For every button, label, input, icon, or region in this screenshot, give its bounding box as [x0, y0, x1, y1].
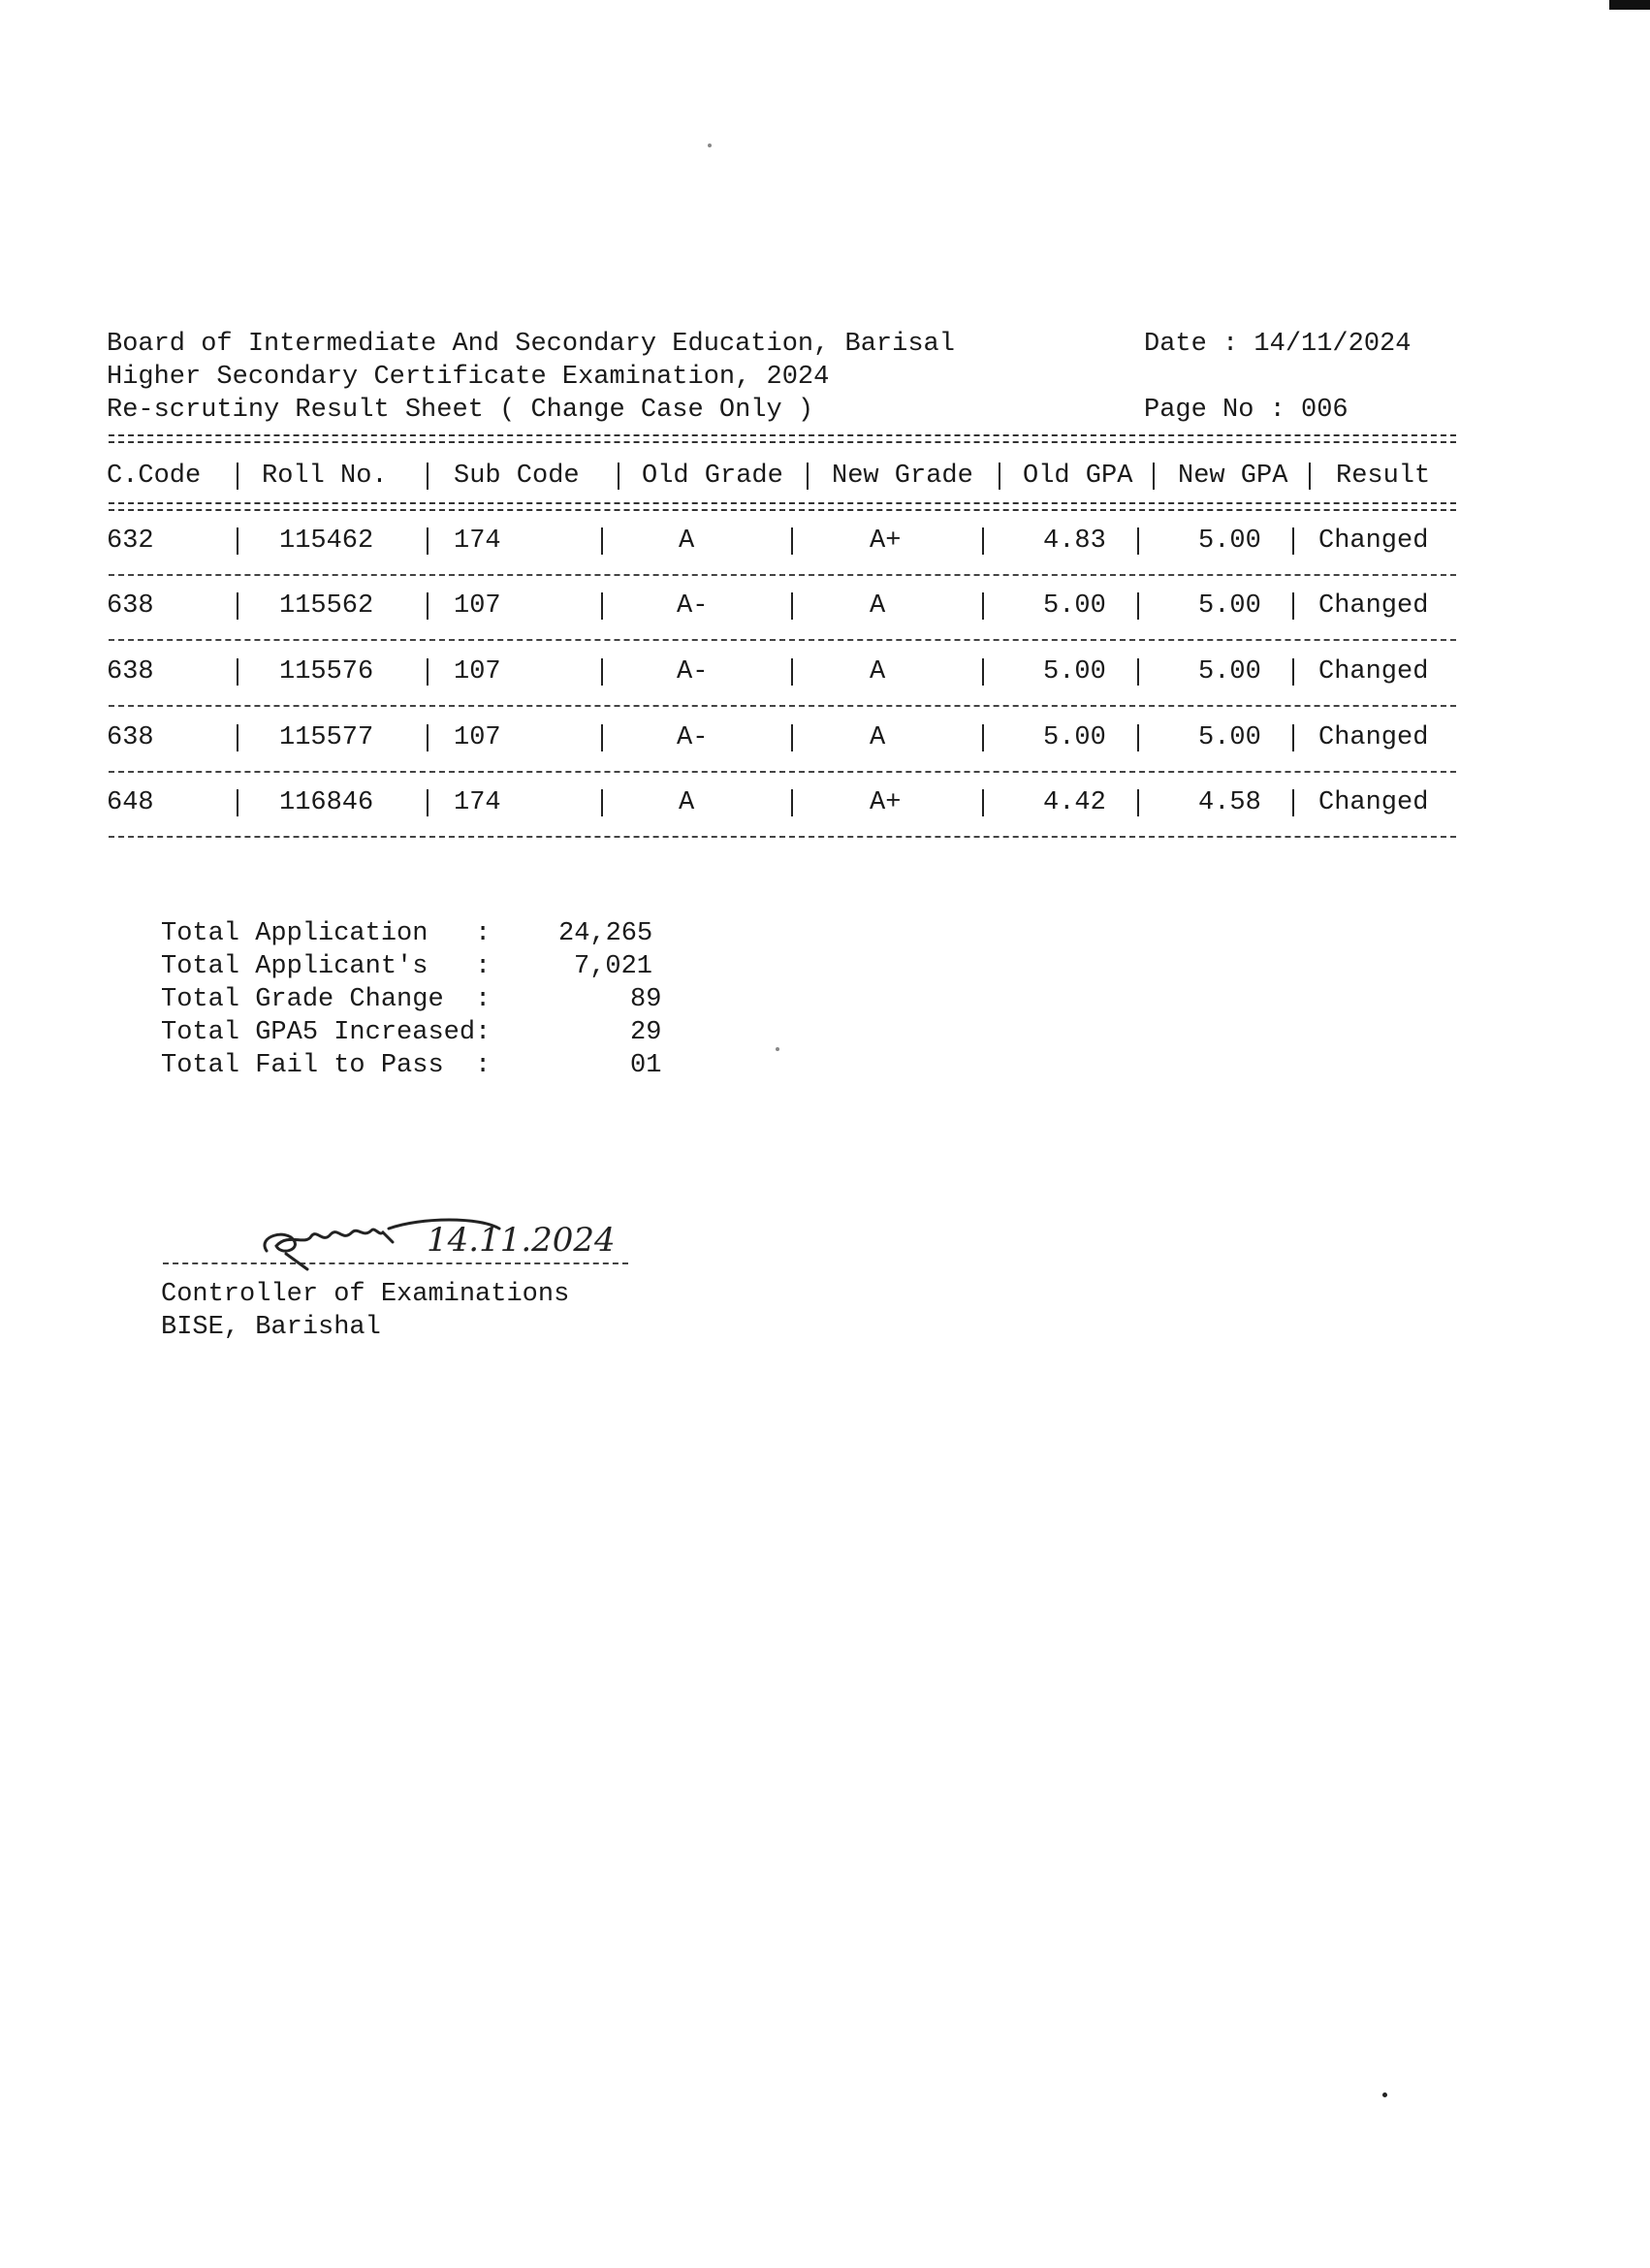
cell-new-grade: A	[870, 657, 886, 687]
summary-value: 89	[630, 985, 662, 1014]
col-divider	[427, 592, 428, 620]
cell-subcode: 107	[454, 723, 501, 752]
summary-label: Total Fail to Pass :	[161, 1051, 492, 1080]
col-header-ccode: C.Code	[107, 462, 202, 491]
cell-new-grade: A+	[870, 788, 902, 817]
cell-roll: 115562	[279, 591, 374, 621]
col-divider	[237, 724, 238, 751]
col-header-result: Result	[1336, 462, 1431, 491]
col-divider	[1292, 592, 1294, 620]
row-separator	[109, 639, 1456, 641]
col-header-new-gpa: New GPA	[1178, 462, 1288, 491]
col-divider	[1292, 724, 1294, 751]
cell-new-gpa: 4.58	[1198, 788, 1261, 817]
cell-old-grade: A-	[677, 657, 709, 687]
col-header-old-grade: Old Grade	[642, 462, 783, 491]
col-divider	[982, 592, 984, 620]
sheet-title: Re-scrutiny Result Sheet ( Change Case Only )	[107, 396, 814, 425]
summary-label: Total Applicant's :	[161, 952, 492, 981]
cell-result: Changed	[1318, 591, 1429, 621]
cell-old-grade: A-	[677, 591, 709, 621]
col-divider	[601, 658, 603, 686]
col-divider	[791, 658, 793, 686]
cell-result: Changed	[1318, 788, 1429, 817]
col-header-old-gpa: Old GPA	[1023, 462, 1133, 491]
col-divider	[237, 463, 238, 490]
col-divider	[807, 463, 809, 490]
col-header-new-grade: New Grade	[832, 462, 973, 491]
col-divider	[1292, 527, 1294, 555]
summary-label: Total Application :	[161, 919, 492, 948]
cell-result: Changed	[1318, 657, 1429, 687]
col-divider	[999, 463, 1000, 490]
cell-new-grade: A	[870, 723, 886, 752]
col-divider	[982, 789, 984, 816]
cell-old-grade: A	[679, 527, 695, 556]
col-divider	[1292, 789, 1294, 816]
cell-subcode: 174	[454, 788, 501, 817]
cell-ccode: 638	[107, 723, 154, 752]
board-name: Board of Intermediate And Secondary Education, Barisal	[107, 330, 955, 359]
header-rule-bottom	[109, 502, 1456, 511]
summary-value: 24,265	[558, 919, 653, 948]
cell-new-gpa: 5.00	[1198, 657, 1261, 687]
col-divider	[601, 789, 603, 816]
col-header-roll: Roll No.	[262, 462, 388, 491]
cell-old-grade: A	[679, 788, 695, 817]
col-divider	[1309, 463, 1311, 490]
cell-old-gpa: 4.42	[1043, 788, 1106, 817]
cell-new-grade: A	[870, 591, 886, 621]
cell-subcode: 174	[454, 527, 501, 556]
sheet-date: Date : 14/11/2024	[1144, 330, 1412, 359]
col-divider	[791, 592, 793, 620]
col-header-subcode: Sub Code	[454, 462, 580, 491]
scan-corner-mark	[1609, 0, 1650, 10]
cell-new-grade: A+	[870, 527, 902, 556]
cell-roll: 115576	[279, 657, 374, 687]
col-divider	[601, 527, 603, 555]
summary-value: 7,021	[574, 952, 653, 981]
col-divider	[237, 789, 238, 816]
exam-title: Higher Secondary Certificate Examination, 2024	[107, 363, 830, 392]
cell-roll: 115462	[279, 527, 374, 556]
summary-value: 29	[630, 1018, 662, 1047]
col-divider	[1137, 658, 1139, 686]
scan-speck	[708, 144, 712, 147]
cell-old-gpa: 5.00	[1043, 591, 1106, 621]
cell-old-gpa: 4.83	[1043, 527, 1106, 556]
signatory-title: Controller of Examinations	[161, 1280, 570, 1309]
col-divider	[427, 658, 428, 686]
cell-result: Changed	[1318, 723, 1429, 752]
row-separator	[109, 836, 1456, 838]
cell-ccode: 638	[107, 591, 154, 621]
signature-date: 14.11.2024	[427, 1221, 616, 1260]
summary-label: Total Grade Change :	[161, 985, 492, 1014]
cell-old-gpa: 5.00	[1043, 657, 1106, 687]
col-divider	[601, 724, 603, 751]
cell-ccode: 632	[107, 527, 154, 556]
col-divider	[237, 527, 238, 555]
col-divider	[427, 463, 428, 490]
col-divider	[427, 527, 428, 555]
col-divider	[1292, 658, 1294, 686]
summary-value: 01	[630, 1051, 662, 1080]
col-divider	[791, 724, 793, 751]
cell-new-gpa: 5.00	[1198, 527, 1261, 556]
row-separator	[109, 574, 1456, 576]
cell-new-gpa: 5.00	[1198, 723, 1261, 752]
cell-subcode: 107	[454, 591, 501, 621]
col-divider	[791, 789, 793, 816]
col-divider	[427, 789, 428, 816]
col-divider	[1137, 592, 1139, 620]
cell-ccode: 648	[107, 788, 154, 817]
col-divider	[237, 658, 238, 686]
page-number: Page No : 006	[1144, 396, 1349, 425]
cell-result: Changed	[1318, 527, 1429, 556]
col-divider	[982, 724, 984, 751]
cell-roll: 116846	[279, 788, 374, 817]
col-divider	[1153, 463, 1155, 490]
col-divider	[601, 592, 603, 620]
cell-new-gpa: 5.00	[1198, 591, 1261, 621]
header-rule-top	[109, 434, 1456, 443]
cell-old-gpa: 5.00	[1043, 723, 1106, 752]
row-separator	[109, 771, 1456, 773]
cell-subcode: 107	[454, 657, 501, 687]
col-divider	[982, 658, 984, 686]
scan-speck	[776, 1047, 779, 1051]
col-divider	[982, 527, 984, 555]
col-divider	[1137, 724, 1139, 751]
scan-speck	[1382, 2092, 1387, 2097]
col-divider	[1137, 527, 1139, 555]
col-divider	[618, 463, 619, 490]
col-divider	[791, 527, 793, 555]
col-divider	[427, 724, 428, 751]
cell-ccode: 638	[107, 657, 154, 687]
row-separator	[109, 705, 1456, 707]
summary-label: Total GPA5 Increased:	[161, 1018, 492, 1047]
cell-roll: 115577	[279, 723, 374, 752]
cell-old-grade: A-	[677, 723, 709, 752]
col-divider	[237, 592, 238, 620]
signatory-office: BISE, Barishal	[161, 1313, 381, 1342]
col-divider	[1137, 789, 1139, 816]
